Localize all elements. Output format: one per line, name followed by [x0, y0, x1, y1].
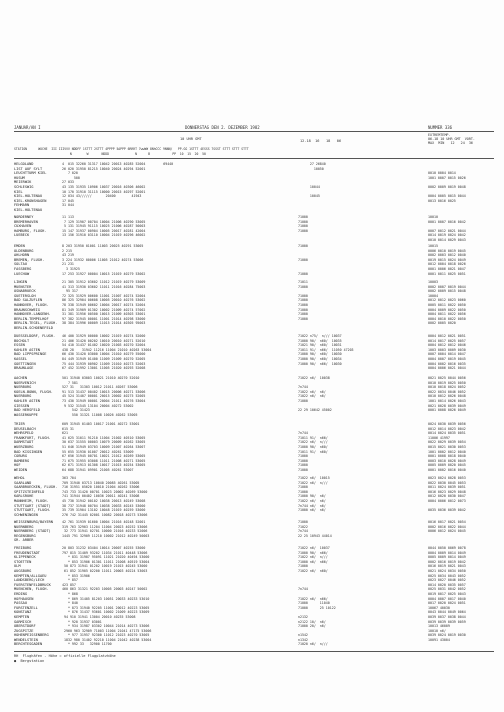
station-names: LINGEN MUENSTER OSNABRUECK GUETERSLOH BAD SALZUFLEN HANNOVER, FLUGH. BRAUNSCHWEIG HANNOVER-LANGENH. BERLIN-TEMPELHOF BERLIN-TEGEL, FLUGH. BERLIN-SCHOENEFELD — [14, 280, 58, 330]
station-names: WEHOL SAARLAND SAARBRUECKEN, FLUGH. SPITZSTEINFELD KARLSRUHE MANNHEIM, FLUGH. STUTTGART (STADT) STUTTGART, FLUGH. SCHWENINGEN — [14, 476, 58, 517]
station-extremes: 0010 0004 0014 1001 0007 0015 0026 0002 0009 0019 0048 0004 0005 0015 0044 0013 0016 0025 — [428, 171, 466, 203]
station-aux: 71022 n75/ n/// 10037 71000 90/ n60/ 10035 71021 90/ n60/ 10031 71011 91/ n66/ 11050 47203 71000 90/ n60/ 10030 71000 90/ n60/ 10034 71000 90/ n66/ 10030 — [297, 334, 354, 366]
header-sub-mid: 12-18 16 18 06 — [300, 139, 342, 143]
station-extremes: 10015 0006 0010 0019 0045 0002 0003 0012 0040 0019 0015 0024 0049 0012 0004 0018 0026 0001 0006 0021 0047 0001 0011 0025 0051 — [428, 244, 466, 276]
station-extremes: 0021 0025 0044 0056 0010 0019 0025 0050 0010 0018 0024 0052 0022 0034 0046 0052 0010 0012 0026 0048 1001 0014 0026 0043 0021 0028 0039 0049 0001 0008 0026 0049 — [428, 376, 466, 413]
station-extremes: 10010 0001 0007 0016 0042 0007 0012 0021 0044 0014 0019 0024 0042 0010 0014 0029 0043 — [428, 215, 466, 242]
station-values: 363 704 709 31940 03713 10040 20085 40261 53005 716 31951 05620 10010 21004 40262 53006 743 733 31420 00701 10023 20002 40269 53000 741 31944 00402 10036 20011 40241 53008 45 730 31942 00102 10038 20013 40249 53008 38 737 31948 00704 10038 20033 40245 53000 35 739 31904 13102 10048 21019 40259 53000 276 742 31445 02001 10082 20018 40273 53006 — [62, 476, 148, 517]
footer-note-airports: RH Flughäfen - Höhe = offizielle Flugplatzhöhe — [14, 654, 116, 658]
station-values: 4 015 32260 31317 10042 20013 40285 52004 69440 26 020 31950 81215 10040 20024 40294 52001 7 020 500 27 033 43 135 31935 10906 10037 20016 40306 46002 10 170 31910 31115 10000 20015 40297 52001 12 034 43////// 20400 41943 17 045 31 044 — [62, 162, 174, 208]
station-names: HELGOLAND LIST AUF SYLT LEUCHTTURM KIEL HUSUM MEIERWIK SCHLESWIG KIEL KIEL-HOLTENAU KIEL-KRONSHAGEN FEHMARN KIEL-HOLTENAU — [14, 162, 47, 212]
station-extremes: 10003 0002 0007 0019 0044 0002 0009 0015 0048 10004 0012 0012 0023 0060 0005 0011 0022 0050 0004 0009 0022 0050 0004 0011 0022 0056 0004 0010 0022 0050 0002 0005 0020 — [428, 280, 466, 326]
station-aux: 7n744 71011 91/ n66/ 71022 n6/ n/// 71000 90/ n60/ 71011 91/ n60/ 71000 71000 71000 71000 — [297, 431, 328, 472]
station-names: TRIER DEUSELBACH WEHRSPELD FRANKFURT, FLUGH. DARMSTADT WUERZBURG BAD KISSINGEN COBURG BAMBERG HOF WEIDEN — [14, 422, 51, 472]
station-extremes: 0016 0017 0021 0054 0002 0016 0022 0044 0006 0012 0024 0045 — [428, 520, 466, 534]
station-aux: 71000 71000 71000 — [297, 244, 308, 276]
station-aux: 71000 71000 71000 71000 — [297, 215, 308, 233]
station-aux: 27 26840 10050 10044 10045 — [309, 162, 326, 199]
header-right: NUMMER 336 — [428, 125, 453, 130]
station-extremes: 0004 0012 0021 0051 0014 0017 0025 0057 0004 0012 0012 0046 1003 0003 0009 0030 0007 0004 0014 0047 0004 0007 0019 0045 0004 0002 0016 0035 0004 0006 0021 0044 — [428, 334, 466, 371]
column-sub-labels: N W NDDD N B PP 10 15 20 50 — [14, 152, 206, 156]
station-aux: 71022 n6/ 10037 71000 90/ n66/ 71022 n6/ n/// 71000 n6/ n66/ 71000 71022 n6/ n60/ 7n744 71022 n6/ n66/ 71000 11040 71000 25 10122 n2132 n2122 10/ n6/ 71000 20/ n6/ n1542 n1342 71020 n6/ n/// — [297, 546, 336, 647]
station-names: NORDERNEY BREMERHAVEN CUXHAVEN HAMBURG, FLUGH. LUEBECK — [14, 215, 47, 238]
station-values: 46 400 31929 00000 10002 21019 40274 52000 21 406 31420 00202 10010 20010 40271 52010 54 410 31437 01402 10020 21003 40270 52004 438 28 31942 11216 11004 21010 40263 53004 66 430 31420 03000 10004 21010 40279 55000 84 449 31949 01400 11009 21009 40270 52005 75 444 31939 00902 11009 21010 40273 52003 67 452 31992 13001 11005 21020 40293 52008 — [62, 334, 152, 371]
header-sub-center: 10 UHR GMT — [180, 137, 202, 141]
station-values: 8 203 31950 01001 11003 20025 40291 53005 2 215 43 219 3 224 31932 00006 11005 21012 40274 53006 21 231 3 31925 17 253 31927 00004 10015 21019 40279 53002 — [62, 244, 146, 276]
station-names: EMDEN OLDENBURG AHLHORN BREMEN, FLUGH. SOLTAU FASSBERG LUECHOW — [14, 244, 45, 276]
header-rule-bottom — [14, 158, 494, 159]
station-names: WEISSENBURG/BAYERN NUERNBERG NUERNBERG (STADT) REGENSBURG GR. ARBER — [14, 520, 53, 543]
station-extremes: 0024 0030 0039 0056 0012 0014 0023 0042 0014 0024 0035 0051 11006 41997 0022 0029 0039 0054 0015 0021 0030 0053 1001 0002 0012 0040 0001 0008 0018 0040 0003 0010 0028 0049 0005 0009 0020 0045 0001 0002 0016 0040 — [428, 422, 466, 472]
header-rule-top — [14, 131, 494, 132]
station-aux: 71000 71022 7n744 22 25 10943 44014 — [297, 520, 332, 538]
footer-rule — [14, 651, 494, 652]
station-values: 501 31940 03003 10021 21010 40270 52010 7 581 527 31 31303 10012 21011 40267 53006 91 513 31437 00402 10015 20006 40271 53006 45 524 31407 00001 20015 20002 40275 52005 73 430 31949 00001 20004 21011 40276 53004 9 532 31545 13104 20004 40272 53002 542 31423 550 31321 11008 10026 40262 53005 — [62, 376, 146, 417]
footer-note-mountain-station: ● Bergstation — [14, 659, 45, 663]
column-labels: STATION WOCHE III IIIVVV NDDFF 1STTT 2STTT 4PPPP 5APPP 6RRRT 7wwWW 8NhCCC 9NNN/ PP-GG 1STTT 4ESSS 7SSST STTT STTT STTT — [14, 147, 249, 151]
station-aux: 71022 n6/ 10038 7n744 71022 n6/ n6/ 71022 n6/ n6/ 71000 22 29 10642 45002 — [297, 376, 332, 413]
station-values: 20 803 31232 03404 10014 20007 40255 53000 797 815 31409 93202 11034 21011 40448 53006 * 831 31907 95091 11021 21020 40494 53000 * 853 31906 01301 11011 21008 40519 53004 50 873 31941 01202 10019 21015 40245 53000 61 852 31905 02200 11011 20003 40224 53003 * 853 31906 * 857 423 857 460 863 31321 92203 10005 20003 40247 50002 * 868 * 869 31405 81203 10051 20033 40233 53010 * 840 * 873 31940 92205 11001 20012 40223 53005 * 876 31437 93601 10002 21009 40223 53009 94 910 31941 13004 20010 40235 53008 * 920 31937 03001 * 934 31987 03302 10044 21014 40273 53006 2960 963 32909 71003 11004 21041 47175 53006 * 977 31957 92300 11012 21023 40270 53005 1832 980 31402 92210 11004 21042 40238 53004 * 992 33 32900 11700 — [62, 546, 152, 647]
station-values: 21 305 31912 03602 11012 21019 40279 53009 41 313 31930 03602 11011 21016 40284 75003 95 317 72 325 31929 00600 11001 21007 40274 52004 86 325 32904 00608 10005 20010 40276 53002 78 338 31949 00602 10004 20017 40274 52004 81 349 31909 01302 10002 21009 40274 57002 31 381 31956 00500 10015 21009 40303 53001 97 382 31945 00001 11001 21014 40298 53000 38 384 31996 00009 11015 21014 40305 95003 — [62, 280, 146, 326]
header-left: JANUAR/AN I — [14, 125, 41, 130]
header-sub-right: EXTREMTEMP. 06-18 10 UHR GMT VORT. MAX MIN 12 24 36 — [428, 133, 475, 146]
station-names: FREIBURG FREUDENSTADT KLIPPENECK STOETTEN ULM AUGSBURG KEMPTEN/ALLGAEU LANDSBERG/LECH FUERSTENFELDBRUCK MUENCHEN, FLUGH. ERDING HOFHAUSEN PASSAU FURSTENZELL KONSTANZ KEMPTEN GARMISCH OBERSTDORF ZUGSPITZE HOHENPEISSENBERG WENDELSTEIN BERCHTESGADEN — [14, 546, 51, 647]
station-aux: 71022 n6/ 10015 71022 n6/ n/// 71000 71000 71000 90/ n6/ 71022 n6/ n6/ 7n744 n6/ n6/ 71000 n6/ n6/ — [297, 476, 330, 513]
station-names: AACHEN NOERVENICH NUERBURG KOELN-BONN, FLUGH. NUERBURG KAHLER ASTEN GIESSEN BAD HERSFELD WASSERKUPPE — [14, 376, 53, 417]
station-names: DUESSELDORF, FLUGH. BOCHOLT ESSEN KAHLER ASTEN BAD LIPPSPRINGE KASSEL GOETTINGEN BRAUNLAGE — [14, 334, 56, 371]
station-extremes: 0023 0024 0028 0053 0022 0030 0045 0053 0011 0024 0039 0051 0016 0023 0029 0048 0012 0020 0030 0047 0004 0006 0012 0073 0035 0036 0039 0042 — [428, 476, 466, 513]
station-values: 609 31945 01403 10017 21001 40272 53001 615 31 621 41 625 31011 91210 11004 21002 40510 53005 30 637 31555 00003 10079 20009 40262 53005 51 646 31949 03703 10009 21007 40264 53007 55 655 31930 01007 20012 40261 53009 67 656 31945 00701 10021 21012 40269 53005 71 675 31955 03008 11011 21008 40271 53005 62 671 31913 01308 10017 21015 40254 53005 64 688 31941 09901 21005 40261 53007 — [62, 422, 146, 472]
station-aux: 71011 71000 71000 71000 71000 71000 71000 71000 — [297, 280, 308, 321]
station-extremes: 0044 0050 0069 0078 0004 0009 0014 0049 0005 0009 0014 0049 0002 0016 0019 0042 0016 0019 0021 0043 0021 0024 0034 0050 0025 0034 0043 0052 0023 0027 0046 0052 0014 0020 0035 0057 0025 0031 0042 0052 0019 0017 0025 0043 0004 0007 0017 0040 0017 0020 0024 0051 10067 40030 0043 0044 0049 0064 0039 0037 0038 0044 0039 0039 0039 0059 10013 46009 10010 n6/ 0039 0024 0019 0030 10091 43004 — [428, 546, 466, 642]
station-values: 42 761 31939 01600 10004 21016 40248 52001 319 763 32903 11204 11004 20023 40252 53006 32 773 31941 02701 10000 21016 40233 52006 1445 791 32909 11210 10002 21012 40249 50003 — [62, 520, 150, 538]
header-center: DONNERSTAG DEN 2. DEZEMBER 1982 — [185, 125, 260, 130]
station-values: 11 113 7 129 31907 00704 10004 21006 40290 53005 5 131 31945 91115 10025 21006 40287 50003 15 147 31937 00904 10005 20017 40281 42004 13 156 31910 03110 10004 21019 40296 46002 — [62, 215, 146, 238]
